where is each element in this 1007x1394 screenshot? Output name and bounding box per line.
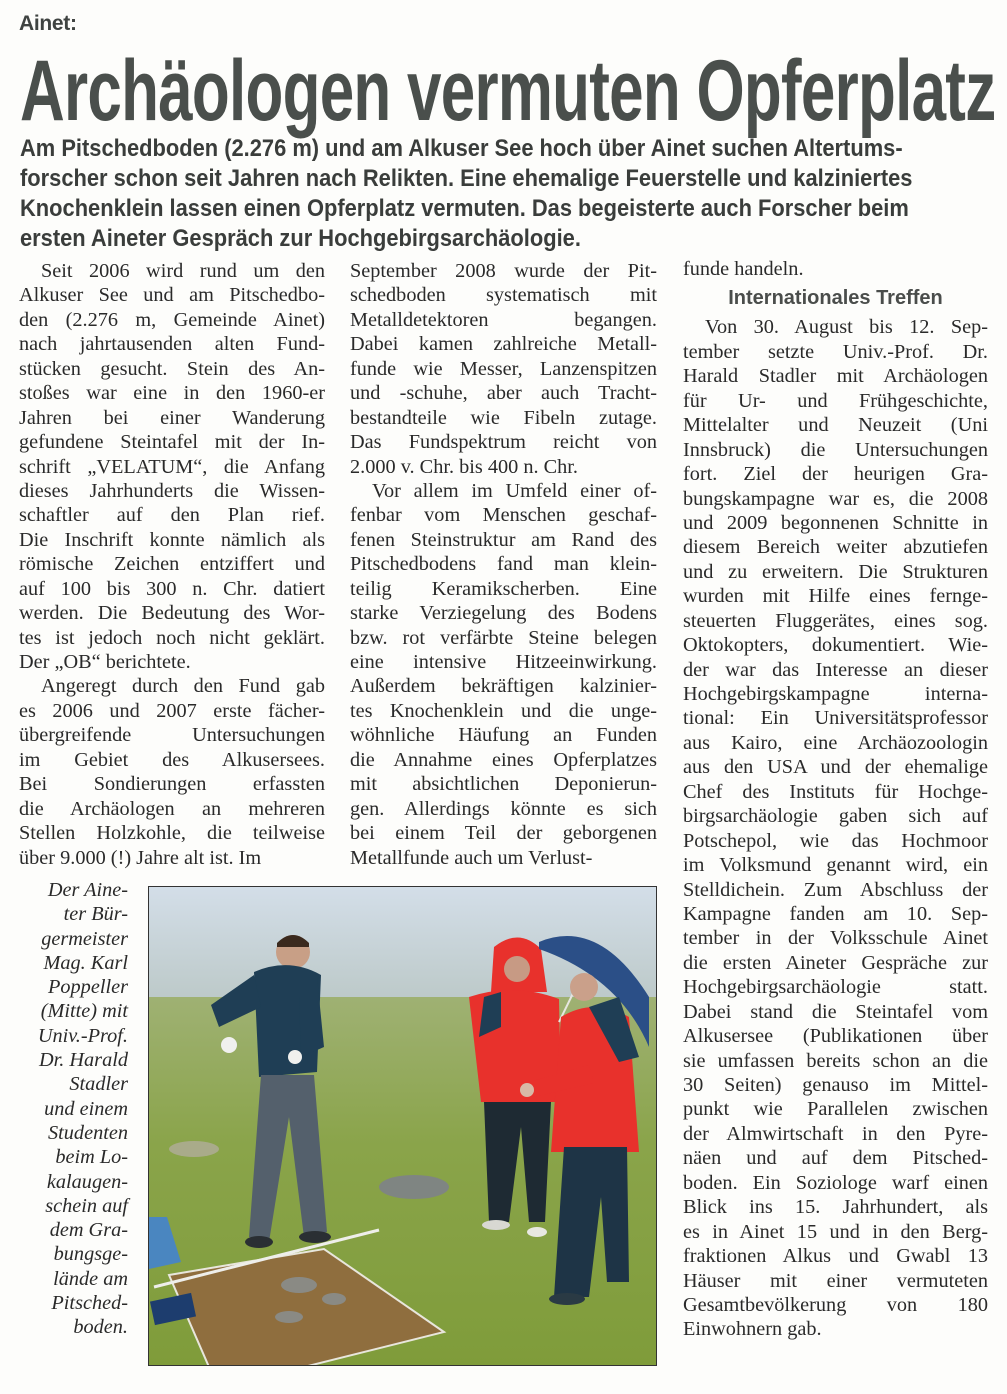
body-line: Oktokopters, dokumentiert. Wie- [683, 634, 988, 657]
body-line: Metallfunde auch um Verlust- [350, 846, 593, 869]
body-line: nach jahrtausenden alten Fund- [19, 333, 325, 356]
article-kicker: Ainet: [19, 12, 77, 35]
body-line: Blick ins 15. Jahrhundert, als [683, 1196, 988, 1219]
body-line: funde handeln. [683, 258, 804, 280]
body-line: Bei Sondierungen erfassten [19, 773, 325, 796]
body-line: Von 30. August bis 12. Sep- [705, 316, 988, 339]
article-headline: Archäologen vermuten Opferplatz [20, 43, 996, 139]
lead-line: Am Pitschedboden (2.276 m) und am Alkuser See hoch über Ainet suchen Altertums- [20, 135, 903, 162]
body-line: auf 100 bis 300 n. Chr. datiert [19, 577, 325, 600]
body-line: bzw. rot verfärbte Steine belegen [350, 626, 657, 649]
body-line: punkt wie Parallelen zwischen [683, 1098, 988, 1121]
body-line: tional: Ein Universitätsprofessor [683, 707, 988, 730]
photo-trench-stone [322, 1293, 346, 1305]
body-line: stoßes war eine in den 1960-er [19, 382, 325, 405]
photo-grass-patch [169, 1141, 219, 1157]
body-line: eine intensive Hitzeeinwirkung. [350, 651, 657, 673]
body-line: Kampagne fanden am 10. Sep- [683, 902, 988, 925]
body-line: übergreifende Untersuchungen [19, 724, 325, 747]
caption-line: lände am [53, 1267, 128, 1290]
body-line: Das Fundspektrum reicht von [350, 431, 657, 454]
body-line: der Almwirtschaft in den Pyre- [683, 1122, 988, 1145]
body-line: fraktionen Alkus und Gwabl 13 [683, 1245, 988, 1268]
caption-line: schein auf [45, 1194, 128, 1217]
body-line: Gesamtbevölkerung von 180 [683, 1293, 988, 1316]
excavation-photo [148, 886, 657, 1366]
body-line: römische Zeichen entziffert und [19, 553, 325, 576]
body-line: Vor allem im Umfeld einer of- [372, 479, 657, 502]
caption-line: und einem [44, 1097, 128, 1120]
body-line: und 2009 begonnenen Schnitte in [683, 511, 988, 534]
body-line: und -schuhe, aber auch Tracht- [350, 382, 657, 405]
lead-line: forscher schon seit Jahren nach Relikten. Eine ehemalige Feuerstelle und kalziniertes [20, 165, 913, 192]
body-line: tember setzte Univ.-Prof. Dr. [683, 340, 988, 363]
body-line: Der „OB“ berichtete. [19, 651, 191, 673]
body-line: Einwohnern gab. [683, 1318, 822, 1341]
photo-caption [18, 878, 128, 1340]
body-line: gefundene Steintafel mit der In- [19, 431, 325, 454]
body-line: der war das Interesse an dieser [683, 658, 988, 681]
body-line: Jahren bei einer Wanderung [19, 406, 325, 429]
body-line: Häuser mit einer vermuteten [683, 1269, 988, 1292]
body-line: Hochgebirgskampagne interna- [683, 683, 988, 705]
body-line: Pitschedbodens fand man klein- [350, 553, 657, 576]
body-line: schedboden systematisch mit [350, 284, 657, 307]
body-line: fort. Ziel der heurigen Gra- [683, 463, 988, 486]
body-line: Stelldichein. Zum Abschluss der [683, 878, 988, 901]
body-line: September 2008 wurde der Pit- [350, 260, 657, 282]
caption-line: Studenten [48, 1121, 128, 1144]
body-line: Mittelalter und Neuzeit (Uni [683, 414, 988, 437]
body-line: Alkuser See und am Pitschedbo- [19, 284, 325, 307]
body-line: wurden mit Hilfe eines fernge- [683, 585, 988, 608]
photo-illustration [149, 887, 657, 1366]
body-line: näen und auf dem Pitsched- [683, 1147, 988, 1170]
body-line: die ersten Aineter Gespräche zur [683, 951, 988, 974]
caption-line: boden. [73, 1316, 128, 1339]
body-line: aus Kairo, eine Archäozoologin [683, 731, 988, 754]
body-line: steuerten Fluggerätes, eines sog. [683, 609, 988, 632]
body-line: schrift „VELATUM“, die Anfang [19, 455, 325, 478]
body-line: schaftler auf den Plan rief. [19, 504, 325, 527]
body-line: im Volksmund genannt wird, ein [683, 854, 988, 877]
caption-line: Pitsched- [51, 1292, 128, 1315]
body-line: aus den USA und der ehemalige [683, 756, 988, 779]
body-line: Dabei stand die Steintafel vom [683, 1000, 988, 1023]
caption-line: bungsge- [53, 1243, 128, 1266]
body-line: Hochgebirgsarchäologie statt. [683, 976, 988, 999]
body-line: gen. Allerdings könnte es sich [350, 797, 657, 820]
photo-trench-stone [275, 1311, 303, 1323]
body-line: Alkusersee (Publikationen über [683, 1025, 988, 1048]
caption-line: dem Gra- [49, 1219, 128, 1242]
body-line: bungskampagne war es, die 2008 [683, 487, 988, 510]
caption-line: beim Lo- [55, 1146, 128, 1169]
body-line: über 9.000 (!) Jahre alt ist. Im [19, 846, 262, 869]
body-line: 30 Seiten) genauso im Mittel- [683, 1074, 988, 1096]
body-line: dieses Jahrhunderts die Wissen- [19, 479, 325, 502]
caption-line: Poppeller [48, 976, 128, 999]
article-lead [20, 134, 984, 254]
body-line: 2.000 v. Chr. bis 400 n. Chr. [350, 455, 578, 478]
body-line: im Gebiet des Alkusersees. [19, 748, 325, 771]
body-line: es 2006 und 2007 erste fächer- [19, 699, 325, 722]
caption-line: Stadler [69, 1073, 128, 1096]
caption-line: Mag. Karl [43, 951, 128, 974]
body-line: Metalldetektoren begangen. [350, 308, 657, 331]
body-column-1 [19, 259, 325, 870]
body-line: Stellen Holzkohle, die teilweise [19, 822, 325, 845]
body-line: Potschepol, wie das Hochmoor [683, 829, 988, 852]
body-line: Innsbruck) die Untersuchungen [683, 438, 988, 461]
caption-line: kalaugen- [46, 1170, 128, 1193]
body-line: Seit 2006 wird rund um den [41, 260, 325, 282]
photo-stone-pile [379, 1175, 449, 1199]
caption-line: ter Bür- [63, 903, 128, 926]
body-line: Die Inschrift konnte nämlich als [19, 528, 325, 551]
body-line: fenen Steinstruktur am Rand des [350, 528, 657, 551]
body-line: die Annahme eines Opferplatzes [350, 748, 657, 771]
body-column-3-text [683, 315, 988, 1341]
body-line: bestandteile wie Fibeln zutage. [350, 406, 657, 429]
body-line: es in Ainet 15 und in den Berg- [683, 1220, 988, 1243]
body-line: funde wie Messer, Lanzenspitzen [350, 357, 657, 380]
body-line: diesem Bereich weiter abzutiefen [683, 536, 988, 559]
body-line: Chef des Instituts für Hochge- [683, 780, 988, 803]
caption-line: (Mitte) mit [40, 1000, 128, 1023]
body-line: Angeregt durch den Fund gab [41, 675, 325, 698]
body-line: birgsarchäologie gaben sich auf [683, 805, 988, 828]
body-column-3 [683, 257, 988, 1342]
body-line: für Ur- und Frühgeschichte, [683, 389, 988, 412]
body-line: und zu erweitern. Die Strukturen [683, 560, 988, 583]
body-line: Außerdem bekräftigen kalzinier- [350, 675, 657, 698]
body-line: den (2.276 m, Gemeinde Ainet) [19, 308, 325, 331]
caption-line: Der Aine- [47, 879, 128, 901]
body-line: sie umfassen bereits schon an die [683, 1049, 988, 1072]
body-line: mit absichtlichen Deponierun- [350, 773, 657, 796]
body-column-2 [350, 259, 657, 870]
body-line: die Archäologen an mehreren [19, 797, 325, 820]
body-line: teilig Keramikscherben. Eine [350, 577, 657, 600]
lead-line: ersten Aineter Gespräch zur Hochgebirgsarchäologie. [20, 225, 581, 252]
body-line: stücken gesucht. Stein des An- [19, 357, 325, 380]
body-line: bei einem Teil der geborgenen [350, 822, 657, 845]
section-subheading: Internationales Treffen [728, 287, 943, 310]
body-line: fenbar vom Menschen geschaf- [350, 504, 657, 527]
body-line: Dabei kamen zahlreiche Metall- [350, 333, 657, 356]
body-line: boden. Ein Soziologe warf einen [683, 1171, 988, 1194]
photo-trench-stone [281, 1277, 317, 1293]
body-line: tember in der Volksschule Ainet [683, 927, 988, 950]
body-line: wöhnliche Häufung an Funden [350, 724, 657, 747]
caption-line: Dr. Harald [38, 1049, 128, 1072]
lead-line: Knochenklein lassen einen Opferplatz vermuten. Das begeisterte auch Forscher beim [20, 195, 909, 222]
body-line: tes Knochenklein und die unge- [350, 699, 657, 722]
caption-line: Univ.-Prof. [37, 1024, 128, 1047]
body-line: werden. Die Bedeutung des Wor- [19, 602, 325, 625]
body-line: starke Verziegelung des Bodens [350, 602, 657, 625]
caption-line: germeister [41, 927, 128, 950]
body-line: Harald Stadler mit Archäologen [683, 365, 988, 388]
body-line: tes ist jedoch noch nicht geklärt. [19, 626, 325, 649]
